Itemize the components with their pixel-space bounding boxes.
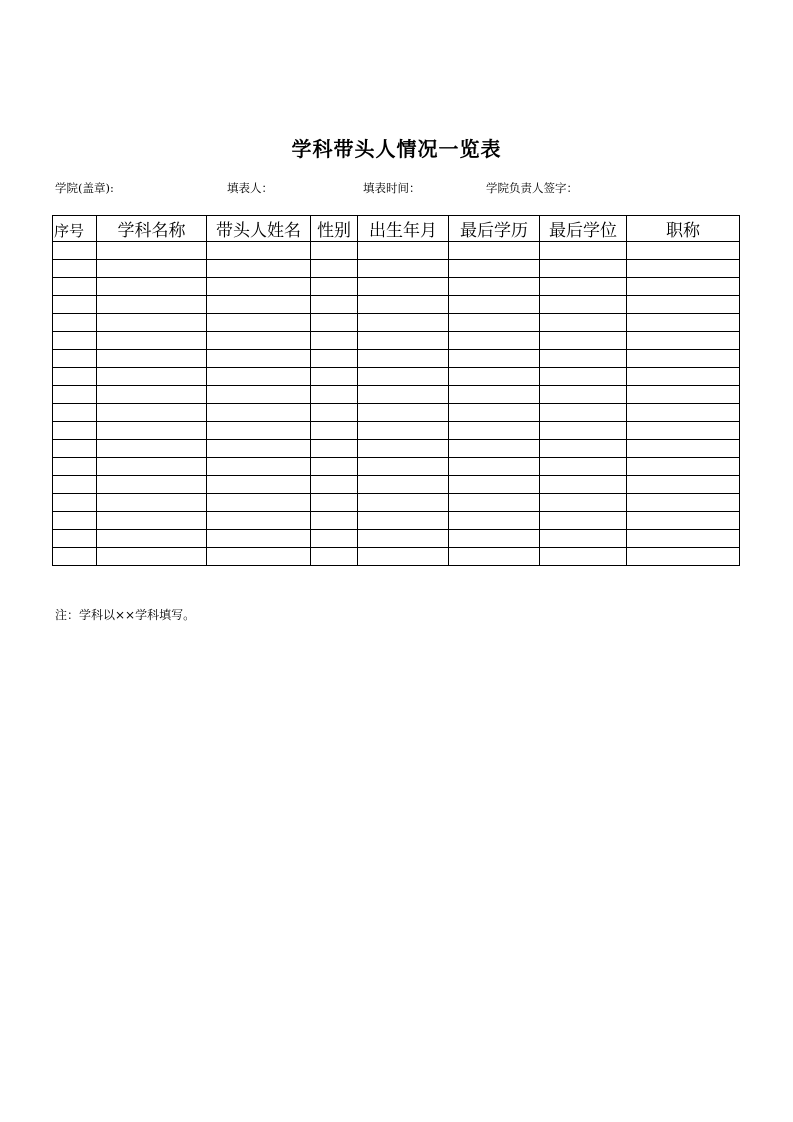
responsible-signature-label: 学院负责人签字： [486, 181, 578, 195]
table-cell[interactable] [540, 476, 627, 494]
table-cell[interactable] [97, 458, 207, 476]
table-cell[interactable] [627, 458, 740, 476]
table-cell[interactable] [53, 422, 97, 440]
table-cell[interactable] [311, 530, 358, 548]
table-cell[interactable] [449, 422, 540, 440]
table-row [53, 278, 740, 296]
table-cell[interactable] [311, 458, 358, 476]
table-cell[interactable] [627, 386, 740, 404]
table-cell[interactable] [449, 512, 540, 530]
table-cell[interactable] [207, 386, 311, 404]
table-cell[interactable] [97, 422, 207, 440]
table-cell[interactable] [53, 296, 97, 314]
table-cell[interactable] [311, 314, 358, 332]
table-cell[interactable] [540, 242, 627, 260]
table-cell[interactable] [627, 530, 740, 548]
table-cell[interactable] [627, 332, 740, 350]
table-row [53, 440, 740, 458]
table-cell[interactable] [627, 350, 740, 368]
table-cell[interactable] [97, 278, 207, 296]
table-cell[interactable] [540, 530, 627, 548]
table-cell[interactable] [311, 548, 358, 566]
table-cell[interactable] [627, 494, 740, 512]
table-cell[interactable] [540, 260, 627, 278]
table-cell[interactable] [207, 512, 311, 530]
table-row [53, 296, 740, 314]
table-cell[interactable] [311, 386, 358, 404]
table-cell[interactable] [311, 296, 358, 314]
table-cell[interactable] [540, 548, 627, 566]
header-birth-date: 出生年月 [358, 216, 449, 242]
table-cell[interactable] [207, 368, 311, 386]
table-cell[interactable] [358, 494, 449, 512]
table-cell[interactable] [540, 278, 627, 296]
table-cell[interactable] [53, 314, 97, 332]
table-cell[interactable] [207, 296, 311, 314]
table-cell[interactable] [627, 512, 740, 530]
table-cell[interactable] [540, 422, 627, 440]
table-row [53, 548, 740, 566]
table-cell[interactable] [311, 494, 358, 512]
table-cell[interactable] [53, 260, 97, 278]
table-row [53, 404, 740, 422]
table-cell[interactable] [627, 296, 740, 314]
table-cell[interactable] [207, 260, 311, 278]
form-filler-label: 填表人： [227, 181, 273, 195]
table-cell[interactable] [358, 278, 449, 296]
table-cell[interactable] [358, 350, 449, 368]
table-cell[interactable] [97, 242, 207, 260]
table-cell[interactable] [97, 404, 207, 422]
table-cell[interactable] [449, 458, 540, 476]
table-cell[interactable] [207, 422, 311, 440]
table-cell[interactable] [207, 548, 311, 566]
table-cell[interactable] [53, 386, 97, 404]
table-cell[interactable] [311, 332, 358, 350]
table-cell[interactable] [449, 476, 540, 494]
table-body [53, 242, 740, 566]
table-row [53, 260, 740, 278]
table-cell[interactable] [449, 278, 540, 296]
header-discipline-name: 学科名称 [97, 216, 207, 242]
table-cell[interactable] [540, 314, 627, 332]
table-cell[interactable] [540, 494, 627, 512]
table-cell[interactable] [449, 242, 540, 260]
table-row [53, 350, 740, 368]
table-cell[interactable] [53, 242, 97, 260]
table-cell[interactable] [627, 314, 740, 332]
header-highest-degree: 最后学位 [540, 216, 627, 242]
table-cell[interactable] [540, 386, 627, 404]
table-cell[interactable] [53, 404, 97, 422]
table-row [53, 314, 740, 332]
table-cell[interactable] [358, 548, 449, 566]
table-cell[interactable] [311, 350, 358, 368]
table-cell[interactable] [540, 332, 627, 350]
table-cell[interactable] [311, 260, 358, 278]
table-row [53, 332, 740, 350]
table-cell[interactable] [207, 494, 311, 512]
table-cell[interactable] [627, 422, 740, 440]
table-cell[interactable] [97, 260, 207, 278]
table-cell[interactable] [97, 512, 207, 530]
table-cell[interactable] [53, 350, 97, 368]
table-cell[interactable] [97, 548, 207, 566]
header-highest-education: 最后学历 [449, 216, 540, 242]
table-row [53, 458, 740, 476]
table-cell[interactable] [53, 332, 97, 350]
header-gender: 性别 [311, 216, 358, 242]
table-cell[interactable] [358, 404, 449, 422]
table-cell[interactable] [97, 476, 207, 494]
table-row [53, 530, 740, 548]
table-cell[interactable] [540, 404, 627, 422]
footnote: 注：学科以××学科填写。 [55, 608, 196, 622]
table-cell[interactable] [540, 512, 627, 530]
table-cell[interactable] [97, 350, 207, 368]
table-cell[interactable] [449, 296, 540, 314]
table-cell[interactable] [449, 440, 540, 458]
table-cell[interactable] [311, 242, 358, 260]
table-cell[interactable] [53, 440, 97, 458]
table-cell[interactable] [207, 314, 311, 332]
table-row [53, 476, 740, 494]
table-row [53, 494, 740, 512]
table-cell[interactable] [207, 242, 311, 260]
discipline-leader-table [52, 215, 740, 566]
table-cell[interactable] [311, 440, 358, 458]
table-cell[interactable] [207, 404, 311, 422]
table-cell[interactable] [53, 458, 97, 476]
table-cell[interactable] [540, 350, 627, 368]
table-cell[interactable] [207, 476, 311, 494]
table-cell[interactable] [449, 494, 540, 512]
table-cell[interactable] [358, 242, 449, 260]
table-cell[interactable] [53, 548, 97, 566]
table-cell[interactable] [358, 440, 449, 458]
table-cell[interactable] [97, 332, 207, 350]
table-cell[interactable] [627, 476, 740, 494]
table-cell[interactable] [540, 368, 627, 386]
table-cell[interactable] [358, 260, 449, 278]
table-cell[interactable] [97, 386, 207, 404]
table-cell[interactable] [311, 422, 358, 440]
table-cell[interactable] [207, 278, 311, 296]
table-cell[interactable] [358, 386, 449, 404]
table-cell[interactable] [540, 440, 627, 458]
table-header-row [53, 216, 740, 242]
table-cell[interactable] [97, 530, 207, 548]
table-cell[interactable] [358, 512, 449, 530]
table-cell[interactable] [97, 368, 207, 386]
table-cell[interactable] [627, 404, 740, 422]
table-cell[interactable] [627, 440, 740, 458]
table-cell[interactable] [627, 278, 740, 296]
table-cell[interactable] [311, 404, 358, 422]
table-row [53, 512, 740, 530]
table-cell[interactable] [207, 530, 311, 548]
table-cell[interactable] [311, 512, 358, 530]
table-cell[interactable] [97, 296, 207, 314]
table-cell[interactable] [207, 440, 311, 458]
table-cell[interactable] [449, 314, 540, 332]
table-row [53, 242, 740, 260]
table-cell[interactable] [449, 530, 540, 548]
table-row [53, 368, 740, 386]
header-seq: 序号 [53, 216, 97, 242]
page-title: 学科带头人情况一览表 [291, 137, 502, 161]
table-cell[interactable] [207, 350, 311, 368]
college-seal-label: 学院(盖章): [55, 181, 114, 195]
table-cell[interactable] [627, 260, 740, 278]
table-cell[interactable] [449, 350, 540, 368]
table-cell[interactable] [311, 476, 358, 494]
table-cell[interactable] [97, 314, 207, 332]
table-cell[interactable] [449, 368, 540, 386]
table-cell[interactable] [358, 332, 449, 350]
table-cell[interactable] [53, 368, 97, 386]
table-cell[interactable] [53, 512, 97, 530]
table-cell[interactable] [53, 530, 97, 548]
table-cell[interactable] [53, 476, 97, 494]
table-row [53, 386, 740, 404]
table-cell[interactable] [449, 386, 540, 404]
table-cell[interactable] [358, 476, 449, 494]
table-cell[interactable] [540, 458, 627, 476]
table-cell[interactable] [53, 494, 97, 512]
fill-time-label: 填表时间： [363, 181, 421, 195]
header-leader-name: 带头人姓名 [207, 216, 311, 242]
table-cell[interactable] [207, 332, 311, 350]
table-cell[interactable] [53, 278, 97, 296]
table-cell[interactable] [311, 278, 358, 296]
table-cell[interactable] [358, 422, 449, 440]
table-cell[interactable] [358, 314, 449, 332]
table-cell[interactable] [358, 368, 449, 386]
table-cell[interactable] [97, 440, 207, 458]
table-cell[interactable] [97, 494, 207, 512]
table-cell[interactable] [449, 332, 540, 350]
table-cell[interactable] [540, 296, 627, 314]
table-cell[interactable] [449, 260, 540, 278]
table-cell[interactable] [449, 404, 540, 422]
table-cell[interactable] [627, 548, 740, 566]
table-cell[interactable] [627, 368, 740, 386]
table-cell[interactable] [627, 242, 740, 260]
table-row [53, 422, 740, 440]
table-cell[interactable] [207, 458, 311, 476]
table-cell[interactable] [358, 296, 449, 314]
table-cell[interactable] [358, 530, 449, 548]
header-title: 职称 [627, 216, 740, 242]
table-cell[interactable] [358, 458, 449, 476]
table-cell[interactable] [311, 368, 358, 386]
table-cell[interactable] [449, 548, 540, 566]
